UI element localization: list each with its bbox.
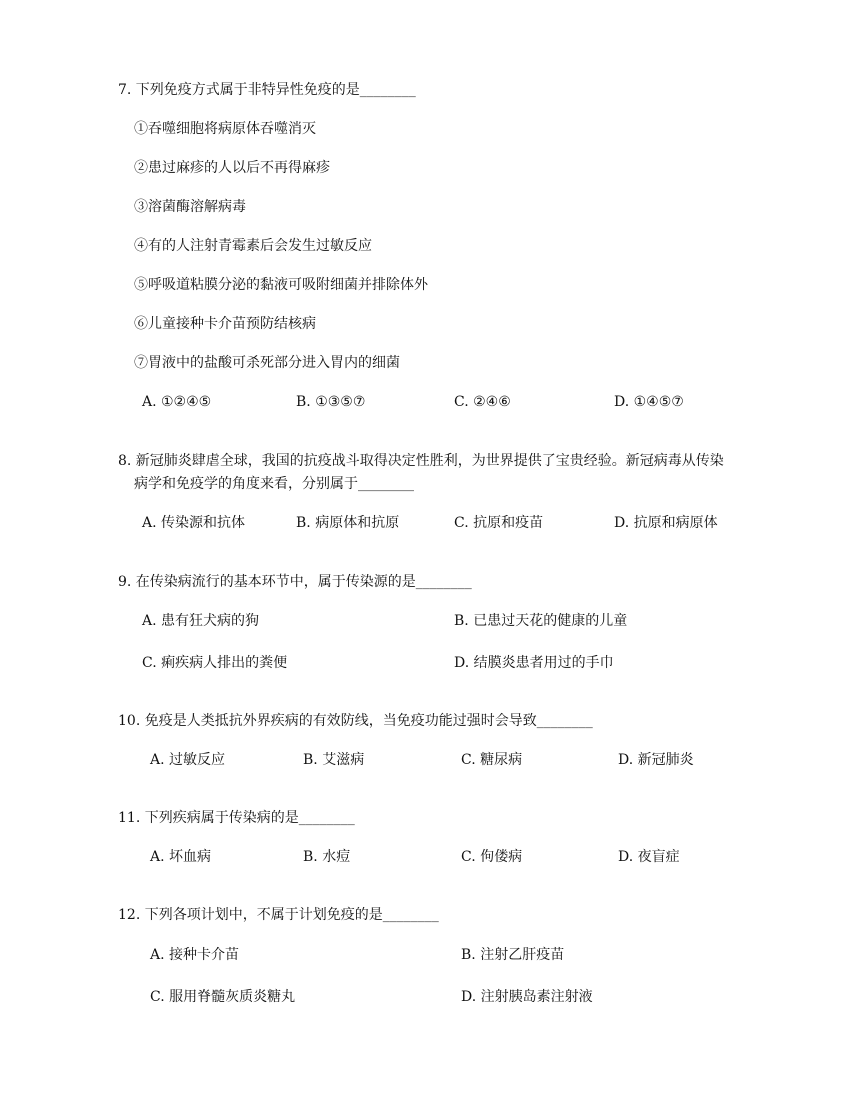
- q9-option-c: C. 痢疾病人排出的粪便: [142, 655, 288, 671]
- q11-option-d: D. 夜盲症: [618, 849, 680, 865]
- q7-item-3: ③溶菌酶溶解病毒: [134, 199, 246, 215]
- q10-option-c: C. 糖尿病: [461, 752, 523, 768]
- q11-option-c: C. 佝偻病: [461, 849, 523, 865]
- q9-stem: 9. 在传染病流行的基本环节中，属于传染源的是________: [118, 574, 472, 590]
- q8-option-a: A. 传染源和抗体: [142, 515, 246, 531]
- q12-option-b: B. 注射乙肝疫苗: [461, 947, 565, 963]
- q12-option-d: D. 注射胰岛素注射液: [461, 989, 593, 1005]
- q11-option-b: B. 水痘: [303, 849, 351, 865]
- q7-item-6: ⑥儿童接种卡介苗预防结核病: [134, 316, 316, 332]
- q8-option-c: C. 抗原和疫苗: [454, 515, 544, 531]
- q7-item-1: ①吞噬细胞将病原体吞噬消灭: [134, 121, 316, 137]
- q7-item-2: ②患过麻疹的人以后不再得麻疹: [134, 160, 330, 176]
- q11-stem: 11. 下列疾病属于传染病的是________: [118, 810, 355, 826]
- q8-stem-line2: 病学和免疫学的角度来看，分别属于________: [134, 476, 414, 492]
- q9-option-b: B. 已患过天花的健康的儿童: [454, 613, 628, 629]
- q12-option-a: A. 接种卡介苗: [150, 947, 240, 963]
- q9-option-d: D. 结膜炎患者用过的手巾: [454, 655, 614, 671]
- q11-option-a: A. 坏血病: [150, 849, 212, 865]
- q7-stem: 7. 下列免疫方式属于非特异性免疫的是________: [118, 82, 416, 98]
- q7-option-c: C. ②④⑥: [454, 394, 511, 410]
- q8-stem-line1: 8. 新冠肺炎肆虐全球，我国的抗疫战斗取得决定性胜利，为世界提供了宝贵经验。新冠病毒从传染: [118, 453, 724, 469]
- q7-item-4: ④有的人注射青霉素后会发生过敏反应: [134, 238, 372, 254]
- q10-stem: 10. 免疫是人类抵抗外界疾病的有效防线，当免疫功能过强时会导致________: [118, 713, 593, 729]
- q10-option-d: D. 新冠肺炎: [618, 752, 694, 768]
- q7-item-7: ⑦胃液中的盐酸可杀死部分进入胃内的细菌: [134, 355, 400, 371]
- q12-stem: 12. 下列各项计划中，不属于计划免疫的是________: [118, 907, 439, 923]
- q7-option-b: B. ①③⑤⑦: [296, 394, 366, 410]
- q10-option-a: A. 过敏反应: [150, 752, 226, 768]
- q8-option-d: D. 抗原和病原体: [614, 515, 718, 531]
- q7-item-5: ⑤呼吸道粘膜分泌的黏液可吸附细菌并排除体外: [134, 277, 428, 293]
- q8-option-b: B. 病原体和抗原: [296, 515, 400, 531]
- q10-option-b: B. 艾滋病: [303, 752, 365, 768]
- q7-option-a: A. ①②④⑤: [142, 394, 212, 410]
- q12-option-c: C. 服用脊髓灰质炎糖丸: [150, 989, 296, 1005]
- q9-option-a: A. 患有狂犬病的狗: [142, 613, 260, 629]
- q7-option-d: D. ①④⑤⑦: [614, 394, 684, 410]
